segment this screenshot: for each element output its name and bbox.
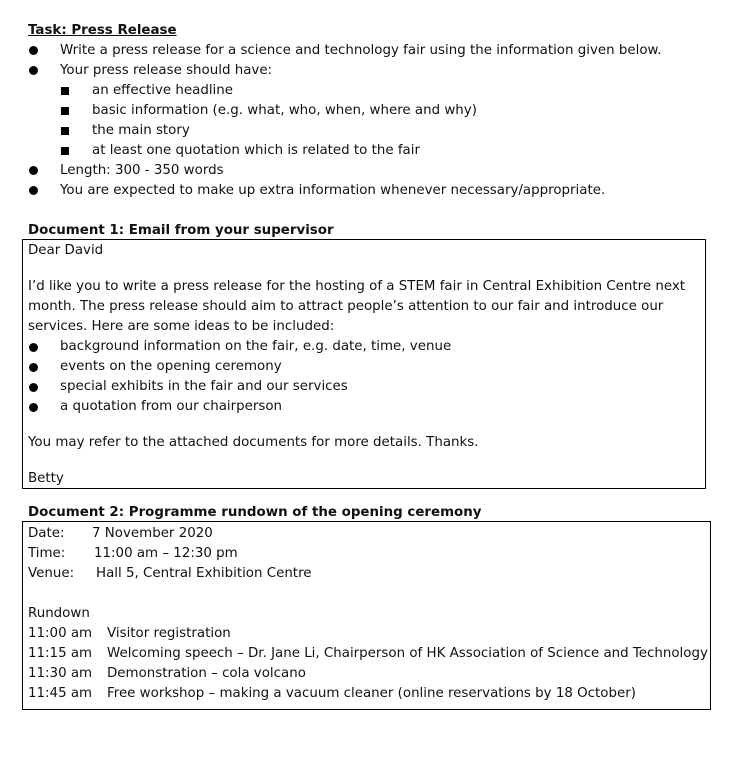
- bullet-icon: [29, 383, 38, 392]
- task-bullet-2: Your press release should have:: [60, 63, 273, 78]
- time-label: Time:: [28, 546, 66, 561]
- email-bullet-2: events on the opening ceremony: [60, 359, 282, 374]
- document-2-title: Document 2: Programme rundown of the opening ceremony: [28, 505, 482, 520]
- rundown-event: Welcoming speech – Dr. Jane Li, Chairperson of HK Association of Science and Technology: [107, 646, 708, 661]
- task-sub-bullet-4: at least one quotation which is related to the fair: [92, 143, 420, 158]
- email-paragraph-line-3: services. Here are some ideas to be included:: [28, 319, 335, 334]
- rundown-row: [28, 665, 306, 682]
- rundown-event: Demonstration – cola volcano: [107, 666, 306, 681]
- bullet-icon: [29, 166, 38, 175]
- date-value: 7 November 2020: [92, 526, 213, 541]
- task-sub-bullet-3: the main story: [92, 123, 190, 138]
- square-bullet-icon: [61, 107, 69, 115]
- rundown-time: 11:45 am: [28, 686, 93, 701]
- rundown-event: Free workshop – making a vacuum cleaner (online reservations by 18 October): [107, 686, 636, 701]
- rundown-time: 11:30 am: [28, 666, 93, 681]
- task-title: Task: Press Release: [28, 23, 177, 38]
- email-closing: You may refer to the attached documents for more details. Thanks.: [28, 435, 479, 450]
- rundown-label: Rundown: [28, 606, 90, 621]
- square-bullet-icon: [61, 127, 69, 135]
- square-bullet-icon: [61, 147, 69, 155]
- rundown-time: 11:00 am: [28, 626, 93, 641]
- task-bullet-3: Length: 300 - 350 words: [60, 163, 224, 178]
- venue-value: Hall 5, Central Exhibition Centre: [96, 566, 312, 581]
- document-1-title: Document 1: Email from your supervisor: [28, 223, 334, 238]
- bullet-icon: [29, 403, 38, 412]
- email-bullet-1: background information on the fair, e.g. date, time, venue: [60, 339, 452, 354]
- rundown-row: [28, 645, 708, 662]
- rundown-event: Visitor registration: [107, 626, 231, 641]
- email-bullet-3: special exhibits in the fair and our services: [60, 379, 348, 394]
- email-paragraph-line-1: I’d like you to write a press release for the hosting of a STEM fair in Central Exhibition Centre next: [28, 279, 686, 294]
- bullet-icon: [29, 343, 38, 352]
- bullet-icon: [29, 46, 38, 55]
- bullet-icon: [29, 186, 38, 195]
- rundown-time: 11:15 am: [28, 646, 93, 661]
- bullet-icon: [29, 66, 38, 75]
- bullet-icon: [29, 363, 38, 372]
- task-bullet-1: Write a press release for a science and technology fair using the information given below.: [60, 43, 662, 58]
- date-label: Date:: [28, 526, 65, 541]
- email-paragraph-line-2: month. The press release should aim to attract people’s attention to our fair and introduce our: [28, 299, 664, 314]
- square-bullet-icon: [61, 87, 69, 95]
- task-bullet-4: You are expected to make up extra information whenever necessary/appropriate.: [60, 183, 606, 198]
- rundown-row: [28, 685, 636, 702]
- task-sub-bullet-2: basic information (e.g. what, who, when, where and why): [92, 103, 477, 118]
- task-sub-bullet-1: an effective headline: [92, 83, 234, 98]
- email-signature: Betty: [28, 471, 64, 486]
- email-bullet-4: a quotation from our chairperson: [60, 399, 283, 414]
- email-greeting: Dear David: [28, 243, 104, 258]
- time-value: 11:00 am – 12:30 pm: [94, 546, 238, 561]
- venue-label: Venue:: [28, 566, 75, 581]
- rundown-row: [28, 625, 231, 642]
